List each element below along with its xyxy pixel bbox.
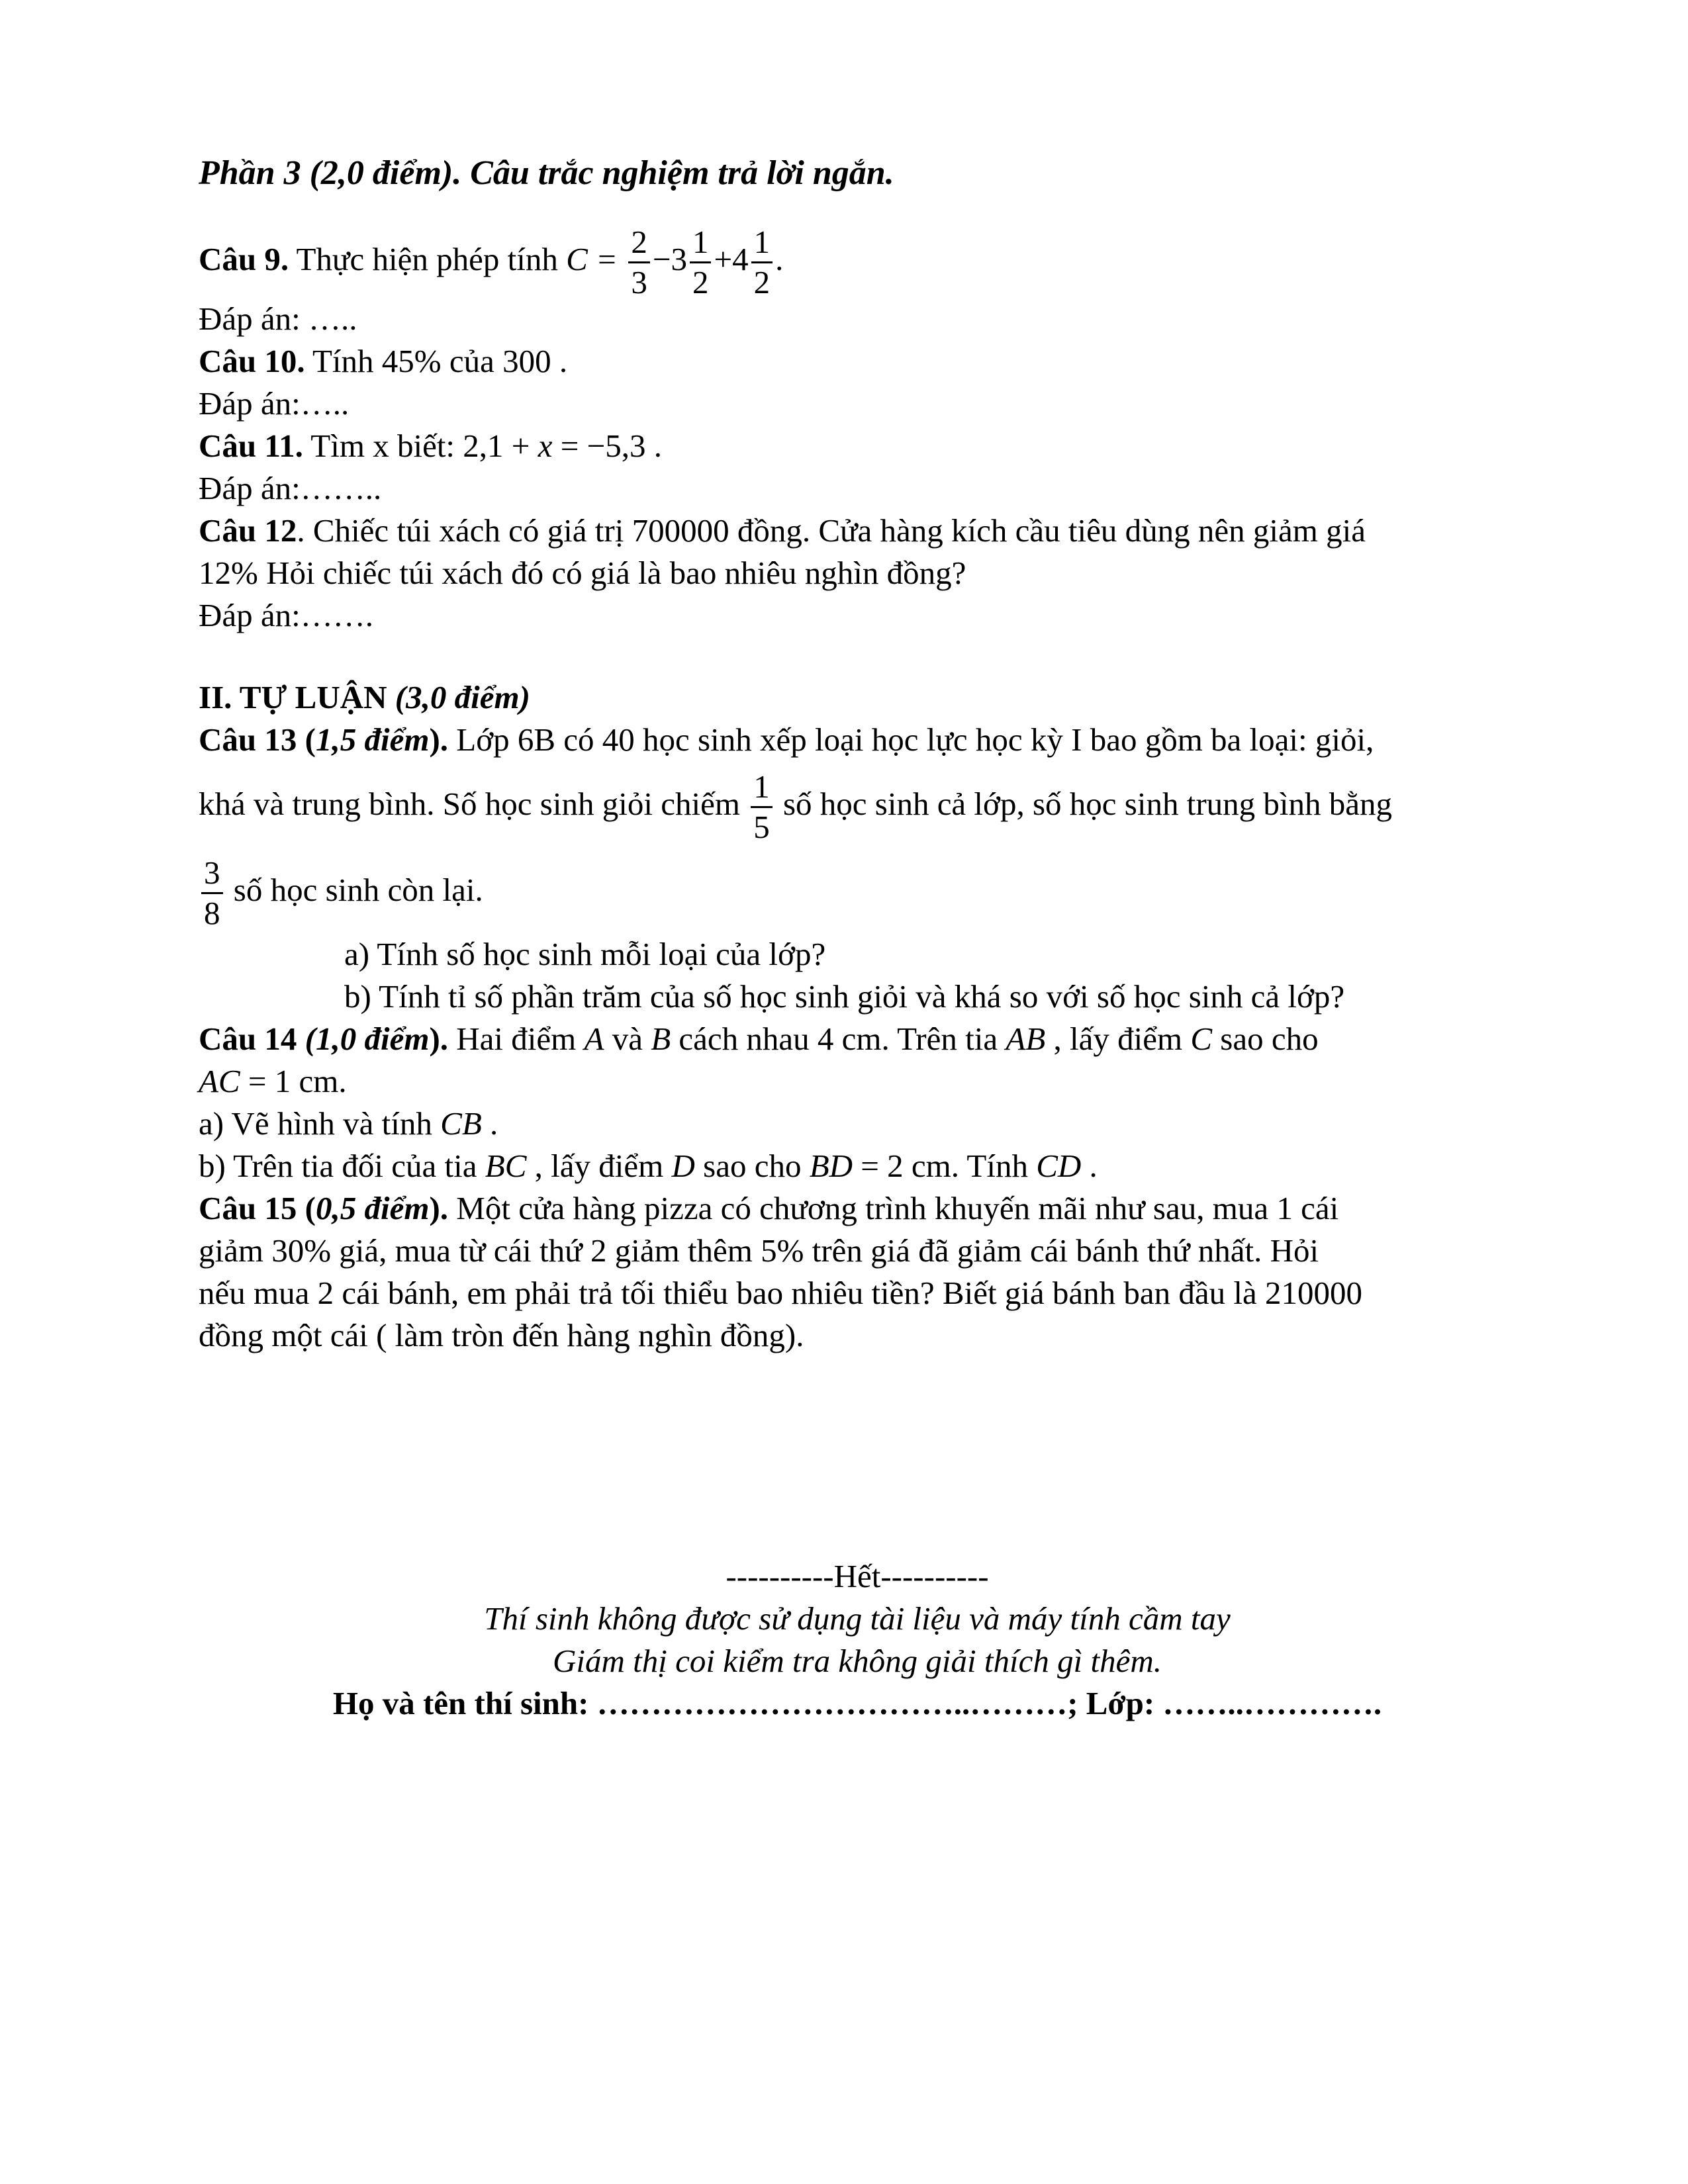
q9-lhs: C = (566, 241, 618, 277)
q13-part-b: b) Tính tỉ số phần trăm của số học sinh giỏi và khá so với số học sinh cả lớp? (344, 978, 1345, 1015)
q15-points: 0,5 điểm (315, 1190, 430, 1226)
q11-rest: = −5,3 . (552, 428, 662, 464)
q9-text: Thực hiện phép tính (289, 241, 567, 277)
essay-title-points: (3,0 điểm) (395, 679, 530, 715)
q14-point-a: A (584, 1021, 604, 1057)
q14-point-c: C (1190, 1021, 1213, 1057)
q15-line4: đồng một cái ( làm tròn đến hàng nghìn đồng). (199, 1317, 804, 1353)
q14-points: (1,0 điểm (305, 1021, 430, 1057)
q14-a-text: a) Vẽ hình và tính (199, 1105, 441, 1142)
q12-answer: Đáp án:……. (199, 597, 373, 633)
q14-text-3: cách nhau 4 cm. Trên tia (671, 1021, 1006, 1057)
q12-label: Câu 12 (199, 512, 297, 549)
q14-line2 (199, 1060, 1516, 1103)
q13-label: Câu 13 ( (199, 721, 316, 758)
q15-line3: nếu mua 2 cái bánh, em phải trả tối thiểu bao nhiêu tiền? Biết giá bánh ban đầu là 210000 (199, 1275, 1363, 1311)
q14-label-end: ). (429, 1021, 449, 1057)
q14-part-b (199, 1145, 1516, 1187)
student-name-line: Họ và tên thí sinh: ……………………………..………; Lớp: ……..…………. (332, 1685, 1382, 1721)
part3-title: Phần 3 (2,0 điểm). Câu trắc nghiệm trả lời ngắn. (199, 154, 894, 192)
q9-end: . (775, 241, 784, 277)
question-10 (199, 340, 1516, 383)
q14-point-d: D (671, 1148, 695, 1184)
q14-text-5: sao cho (1212, 1021, 1319, 1057)
q9-fraction-2: $\frac{1}{2}$ (690, 223, 712, 302)
q9-fraction-1: $\frac{2}{3}$ (628, 223, 650, 302)
essay-title-bold: II. TỰ LUẬN (199, 679, 395, 715)
question-11 (199, 425, 1516, 467)
q11-answer: Đáp án:…….. (199, 470, 382, 506)
q14-segment-cb: CB (440, 1105, 482, 1142)
q13-line3 (199, 847, 1516, 933)
q14-b-text-3: sao cho (694, 1148, 810, 1184)
q9-fraction-3: $\frac{1}{2}$ (751, 223, 773, 302)
q9-label: Câu 9. (199, 241, 289, 277)
q14-part-a (199, 1103, 1516, 1145)
q13-points: 1,5 điểm (315, 721, 430, 758)
q14-segment-cd: CD (1036, 1148, 1082, 1184)
q13-fraction-1-5: $\frac{1}{5}$ (751, 768, 773, 846)
exam-page (199, 152, 1516, 1725)
q13-label-end: ). (429, 721, 449, 758)
question-9 (199, 221, 1516, 301)
q9-minus: −3 (652, 241, 687, 277)
q15-line2: giảm 30% giá, mua từ cái thứ 2 giảm thêm 5% trên giá đã giảm cái bánh thứ nhất. Hỏi (199, 1232, 1319, 1269)
q14-b-text-4: = 2 cm. Tính (853, 1148, 1037, 1184)
q12-line1: . Chiếc túi xách có giá trị 700000 đồng. Cửa hàng kích cầu tiêu dùng nên giảm giá (297, 512, 1366, 549)
q14-label: Câu 14 (199, 1021, 305, 1057)
q10-label: Câu 10. (199, 343, 305, 379)
essay-title (199, 676, 1516, 719)
q13-line2a: khá và trung bình. Số học sinh giỏi chiếm (199, 786, 749, 822)
q11-label: Câu 11. (199, 428, 303, 464)
question-13 (199, 719, 1516, 761)
q13-line1: Lớp 6B có 40 học sinh xếp loại học lực học kỳ I bao gồm ba loại: giỏi, (448, 721, 1374, 758)
end-marker: ----------Hết---------- (726, 1558, 989, 1594)
q14-b-text-2: , lấy điểm (526, 1148, 672, 1184)
footer-note-1: Thí sinh không được sử dụng tài liệu và máy tính cầm tay (484, 1600, 1231, 1637)
q10-answer: Đáp án:….. (199, 385, 350, 422)
question-15 (199, 1187, 1516, 1230)
q14-line2-text: = 1 cm. (240, 1063, 347, 1099)
q9-answer: Đáp án: ….. (199, 300, 357, 337)
q13-line2b: số học sinh cả lớp, số học sinh trung bình bằng (774, 786, 1393, 822)
q14-segment-ac: AC (199, 1063, 240, 1099)
q11-var: x (538, 428, 553, 464)
q15-label-end: ). (429, 1190, 449, 1226)
q14-b-text-1: b) Trên tia đối của tia (199, 1148, 485, 1184)
q9-plus: +4 (714, 241, 749, 277)
q15-label: Câu 15 ( (199, 1190, 316, 1226)
q14-ray-ab: AB (1006, 1021, 1046, 1057)
q14-text-1: Hai điểm (448, 1021, 585, 1057)
q13-line3-text: số học sinh còn lại. (225, 872, 483, 908)
q12-line2: 12% Hỏi chiếc túi xách đó có giá là bao nhiêu nghìn đồng? (199, 555, 966, 591)
q10-text: Tính 45% của 300 . (305, 343, 568, 379)
q14-text-2: và (604, 1021, 651, 1057)
question-12 (199, 510, 1516, 552)
q14-segment-bd: BD (809, 1148, 853, 1184)
q11-text: Tìm x biết: 2,1 + (303, 428, 538, 464)
footer-note-2: Giám thị coi kiểm tra không giải thích gì thêm. (553, 1643, 1162, 1679)
q13-line2 (199, 761, 1516, 847)
q14-a-end: . (481, 1105, 498, 1142)
q14-b-end: . (1081, 1148, 1098, 1184)
q14-ray-bc: BC (485, 1148, 527, 1184)
q14-text-4: , lấy điểm (1045, 1021, 1191, 1057)
q15-line1: Một cửa hàng pizza có chương trình khuyến mãi như sau, mua 1 cái (448, 1190, 1339, 1226)
q13-part-a: a) Tính số học sinh mỗi loại của lớp? (344, 936, 826, 972)
q13-fraction-3-8: $\frac{3}{8}$ (201, 854, 223, 933)
q14-point-b: B (651, 1021, 671, 1057)
question-14 (199, 1018, 1516, 1060)
